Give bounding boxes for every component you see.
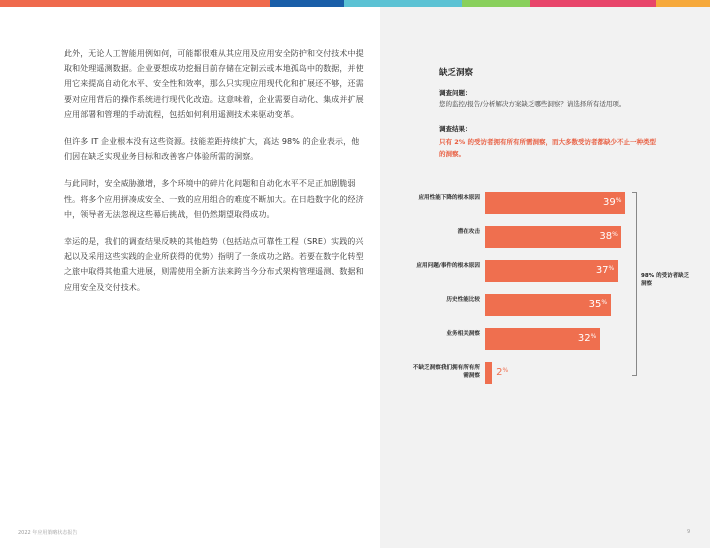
category-label: 应用性能下降的根本原因: [418, 195, 480, 201]
result-highlight: 只有 2% 的受访者拥有所有所需洞察，而大多数受访者都缺少不止一种类型的洞察。: [439, 138, 657, 158]
question-text: 您的监控/报告/分析解决方案缺乏哪些洞察？请选择所有适用项。: [439, 100, 626, 108]
bar-value-label: 39%: [603, 197, 622, 208]
paragraph: 此外，无论人工智能用例如何，可能都很难从其应用及应用安全防护和交付技术中提取和处理遥测数据。企业要想成功挖掘目前存储在定制云或本地孤岛中的数据，并使用它来提高自动化水平、安全性和效率，那么只实现应用现代化和扩展还不够，还需要对应用背后的操作系统进行现代化改造。这意味着，企业需要自动化、集成并扩展应用部署和管理的手动流程，包括如何利用遥测技术来驱动变革。: [64, 49, 364, 119]
topbar-segment: [110, 0, 270, 7]
topbar-segment: [0, 0, 110, 7]
topbar-segment: [462, 0, 530, 7]
panel-title: 缺乏洞察: [439, 68, 474, 78]
page-number: 9: [687, 529, 691, 535]
category-label: 潜在攻击: [457, 229, 480, 235]
bracket-line: [632, 192, 637, 376]
bar: [485, 362, 492, 384]
paragraph: 但许多 IT 企业根本没有这些资源。技能差距持续扩大，高达 98% 的企业表示，他们因在缺乏实现业务目标和改善客户体验所需的洞察。: [64, 137, 360, 162]
bar-value-label: 32%: [577, 333, 597, 344]
bracket-note: 98% 的受访者缺乏洞察: [641, 273, 690, 287]
bar-chart: [410, 192, 700, 422]
category-label: 不缺乏洞察我们拥有所有所需洞察: [412, 365, 480, 379]
paragraph: 与此同时，安全威胁激增，多个环境中的碎片化问题和自动化水平不足正加剧脆弱性。将多个应用拼凑成安全、一致的应用组合的难度不断加大。在日趋数字化的经济中，领导者无法忽视这些幕后挑战，但仍然期望取得成功。: [64, 179, 364, 219]
body-text: [64, 46, 364, 307]
topbar-segment: [656, 0, 710, 7]
top-color-bar: [0, 0, 710, 7]
topbar-segment: [270, 0, 344, 7]
question-label: 调查问题：: [439, 89, 472, 97]
topbar-segment: [530, 0, 656, 7]
topbar-segment: [344, 0, 462, 7]
category-label: 历史性能比较: [446, 297, 480, 303]
bar-value-label: 2%: [496, 367, 509, 378]
category-label: 应用问题/事件的根本原因: [416, 263, 480, 269]
bar-value-label: 35%: [588, 299, 608, 310]
result-label: 调查结果：: [439, 125, 472, 133]
bar-value-label: 37%: [595, 265, 615, 276]
footer-report-title: 2022 年应用策略状态报告: [18, 530, 78, 536]
bar-value-label: 38%: [599, 231, 618, 242]
paragraph: 幸运的是，我们的调查结果反映的其他趋势（包括站点可靠性工程（SRE）实践的兴起以及采用这些实践的企业所获得的优势）指明了一条成功之路。若要在数字化转型之旅中取得其他重大进展，则需使用全新方法来跨当今分布式架构管理遥测、数据和应用安全及交付技术。: [64, 237, 364, 292]
category-label: 业务相关洞察: [446, 331, 480, 337]
